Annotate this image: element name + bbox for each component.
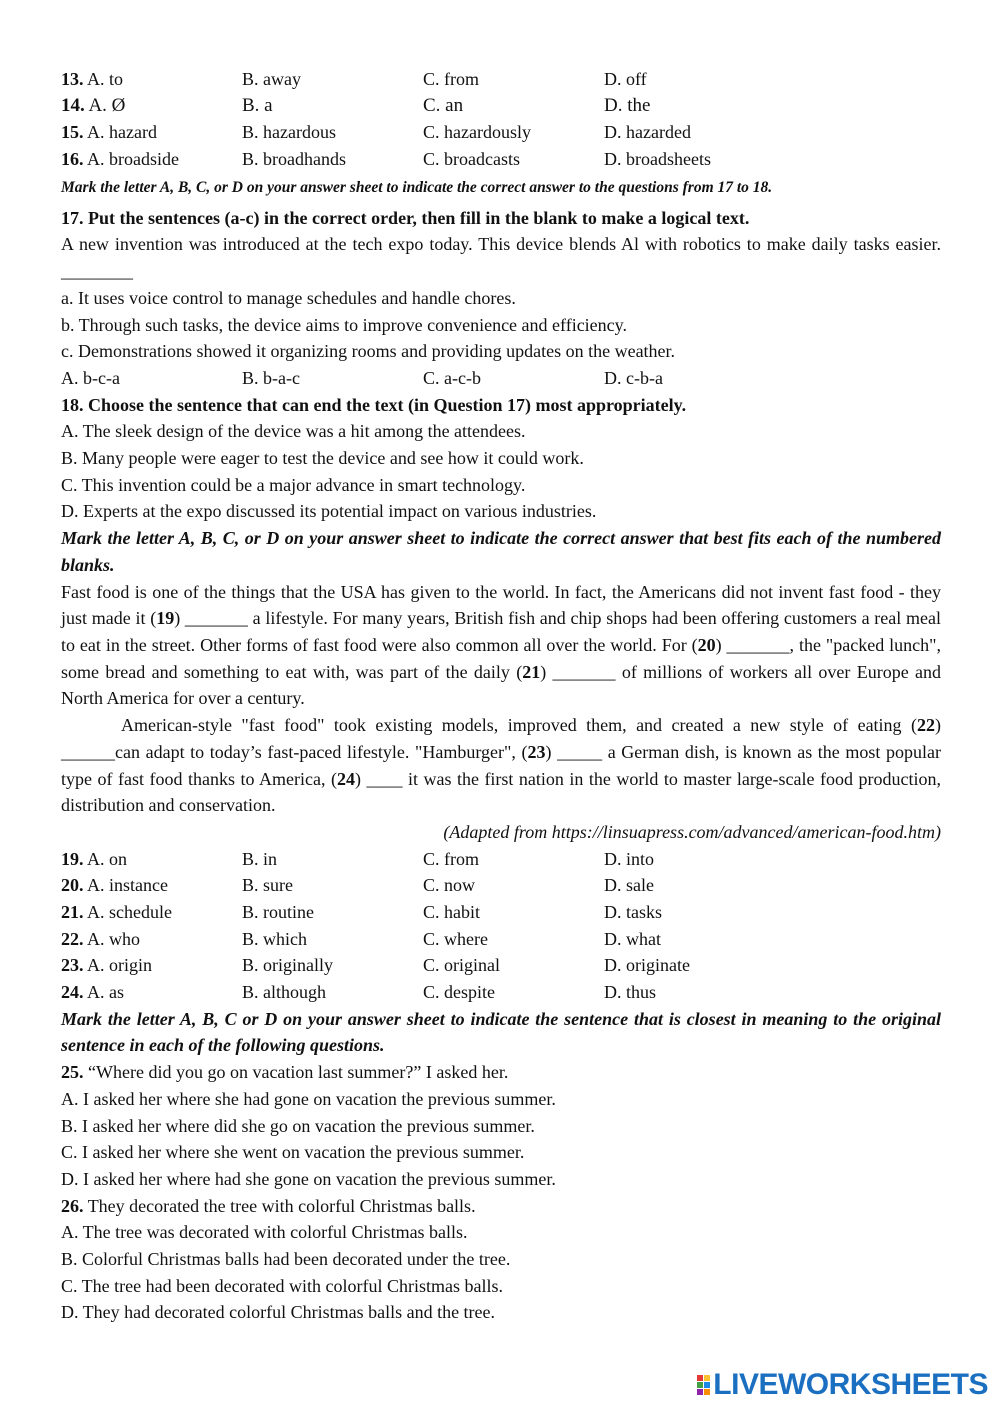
worksheet-page [61, 66, 941, 1326]
option-c[interactable]: C. from [423, 69, 479, 89]
option-c[interactable]: C. now [423, 875, 476, 896]
option-a[interactable]: A. The sleek design of the device was a hit among the attendees. [61, 421, 526, 442]
passage-text: ) ____ it was the first nation in the world to master large-scale food production, distribution and conservation. [61, 768, 942, 816]
option-a[interactable]: A. b-c-a [61, 367, 120, 388]
question-row [61, 872, 941, 899]
question-26 [61, 1193, 941, 1220]
question-17-options [61, 365, 941, 392]
option-c[interactable]: C. broadcasts [423, 149, 520, 170]
option-c[interactable]: C. original [423, 955, 500, 976]
option-b[interactable]: B. hazardous [242, 122, 336, 143]
option-c[interactable]: C. hazardously [423, 122, 531, 143]
option-c[interactable]: C. The tree had been decorated with colorful Christmas balls. [61, 1275, 504, 1296]
liveworksheets-logo[interactable] [697, 1368, 988, 1402]
option-c[interactable]: C. where [423, 928, 488, 949]
question-number: 22. [61, 928, 84, 949]
option-a[interactable]: A. instance [87, 875, 168, 896]
option-d[interactable]: D. I asked her where had she gone on vacation the previous summer. [61, 1168, 556, 1189]
option-d[interactable]: D. Experts at the expo discussed its potential impact on various industries. [61, 501, 597, 522]
option-d[interactable]: D. originate [604, 955, 690, 976]
option-a[interactable]: A. on [87, 848, 128, 869]
question-number: 21. [61, 901, 84, 922]
option-d[interactable]: D. tasks [604, 901, 662, 922]
passage-text: Fast food is one of the things that the USA has given to the world. In fact, the Americans did not invent fast food - they just made it ( [61, 581, 941, 629]
option-a[interactable]: A. schedule [87, 901, 172, 922]
sentence-a: a. It uses voice control to manage schedules and handle chores. [61, 287, 516, 308]
option-c[interactable]: C. I asked her where she went on vacation the previous summer. [61, 1142, 525, 1163]
question-number: 26. [61, 1195, 84, 1216]
option-b[interactable]: B. which [242, 928, 307, 949]
sentence-b: b. Through such tasks, the device aims to improve convenience and efficiency. [61, 314, 627, 335]
question-row [61, 979, 941, 1006]
question-17-text: A new invention was introduced at the tech expo today. This device blends Al with robotics to make daily tasks easier. ________ [61, 234, 941, 282]
question-17-heading: 17. Put the sentences (a-c) in the correct order, then fill in the blank to make a logical text. [61, 207, 750, 228]
options-19-24 [61, 846, 941, 1006]
passage-source: (Adapted from https://linsuapress.com/advanced/american-food.htm) [443, 821, 941, 842]
logo-tile [697, 1382, 703, 1388]
option-d[interactable]: D. c-b-a [604, 367, 663, 388]
question-row [61, 119, 941, 146]
logo-tile [704, 1382, 710, 1388]
option-c[interactable]: C. from [423, 848, 479, 869]
logo-tiles-icon [697, 1375, 710, 1395]
question-row [61, 93, 941, 120]
question-number: 15. [61, 122, 84, 143]
instruction-closest-meaning: Mark the letter A, B, C or D on your answer sheet to indicate the sentence that is closest in meaning to the original sentence in each of the following questions. [61, 1008, 941, 1056]
question-row [61, 952, 941, 979]
option-b[interactable]: B. originally [242, 955, 333, 976]
option-b[interactable]: B. Many people were eager to test the device and see how it could work. [61, 448, 584, 469]
blank-number: 20 [697, 634, 716, 655]
logo-tile [697, 1375, 703, 1381]
option-a[interactable]: A. who [87, 928, 141, 949]
question-number: 25. [61, 1062, 84, 1083]
question-number: 20. [61, 875, 84, 896]
option-b[interactable]: B. broadhands [242, 149, 346, 170]
blank-number: 22 [917, 715, 935, 736]
option-d[interactable]: D. thus [604, 982, 657, 1003]
option-b[interactable]: B. away [242, 69, 301, 89]
logo-tile [704, 1375, 710, 1381]
option-b[interactable]: B. Colorful Christmas balls had been decorated under the tree. [61, 1249, 511, 1270]
option-c[interactable]: C. This invention could be a major advance in smart technology. [61, 474, 526, 495]
passage-text: ) _______ of millions of workers all over Europe and North America for over a century. [61, 661, 942, 709]
instruction-17-18: Mark the letter A, B, C, or D on your answer sheet to indicate the correct answer to the questions from 17 to 18. [61, 178, 773, 196]
blank-number: 19 [156, 608, 175, 629]
option-d[interactable]: D. They had decorated colorful Christmas balls and the tree. [61, 1302, 496, 1323]
question-25 [61, 1059, 941, 1086]
option-b[interactable]: B. routine [242, 901, 314, 922]
instruction-blanks: Mark the letter A, B, C, or D on your answer sheet to indicate the correct answer that best fits each of the numbered blanks. [61, 528, 941, 575]
passage-text: ) _____ a German dish, is known as the most popular type of fast food thanks to America, ( [61, 741, 942, 789]
question-number: 19. [61, 848, 84, 869]
option-a[interactable]: A. hazard [87, 122, 157, 143]
logo-tile [697, 1389, 703, 1395]
blank-number: 21 [522, 661, 541, 682]
option-a[interactable]: A. as [87, 982, 125, 1003]
question-18-heading: 18. Choose the sentence that can end the text (in Question 17) most appropriately. [61, 394, 687, 415]
passage-text: American-style "fast food" took existing models, improved them, and created a new style of eating ( [121, 715, 917, 736]
passage-paragraph-2 [61, 712, 941, 819]
question-row [61, 66, 941, 93]
sentence-c: c. Demonstrations showed it organizing rooms and providing updates on the weather. [61, 341, 676, 362]
option-c[interactable]: C. despite [423, 982, 495, 1003]
option-a[interactable]: A. I asked her where she had gone on vacation the previous summer. [61, 1088, 556, 1109]
question-number: 23. [61, 955, 84, 976]
option-d[interactable]: D. sale [604, 875, 654, 896]
passage-text: ) ______can adapt to today’s fast-paced lifestyle. "Hamburger", ( [61, 715, 941, 762]
option-d[interactable]: D. the [604, 94, 651, 116]
option-a[interactable]: A. origin [87, 955, 153, 976]
question-number: 14. [61, 94, 85, 116]
option-d[interactable]: D. into [604, 848, 655, 869]
option-b[interactable]: B. I asked her where did she go on vacation the previous summer. [61, 1115, 535, 1136]
logo-tile [704, 1389, 710, 1395]
question-row [61, 846, 941, 873]
logo-text: LIVEWORKSHEETS [713, 1368, 988, 1401]
question-row [61, 926, 941, 953]
option-d[interactable]: D. broadsheets [604, 149, 711, 170]
option-b[interactable]: B. b-a-c [242, 367, 300, 388]
option-d[interactable]: D. off [604, 69, 647, 89]
question-row [61, 146, 941, 173]
option-b[interactable]: B. sure [242, 875, 293, 896]
question-number: 16. [61, 149, 84, 170]
option-c[interactable]: C. habit [423, 901, 480, 922]
passage-text: ) _______, the "packed lunch", some bread and something to eat with, was part of the daily ( [61, 634, 941, 682]
option-c[interactable]: C. an [423, 94, 464, 116]
passage-paragraph-1 [61, 579, 941, 713]
option-d[interactable]: D. hazarded [604, 122, 691, 143]
passage-text: ) _______ a lifestyle. For many years, British fish and chip shops had been offering customers a real meal to eat in the street. Other forms of fast food were also common all over the world. For ( [61, 608, 941, 655]
option-c[interactable]: C. a-c-b [423, 367, 481, 388]
option-a[interactable]: A. The tree was decorated with colorful Christmas balls. [61, 1222, 468, 1243]
options-13-16 [61, 66, 941, 173]
question-number: 13. [61, 69, 84, 89]
option-a[interactable]: A. Ø [88, 94, 126, 116]
question-text: “Where did you go on vacation last summer?” I asked her. [88, 1062, 509, 1083]
option-a[interactable]: A. to [87, 69, 124, 89]
option-d[interactable]: D. what [604, 928, 661, 949]
question-text: They decorated the tree with colorful Christmas balls. [87, 1195, 476, 1216]
question-row [61, 899, 941, 926]
question-number: 24. [61, 982, 84, 1003]
option-a[interactable]: A. broadside [87, 149, 179, 170]
option-b[interactable]: B. although [242, 982, 326, 1003]
option-b[interactable]: B. in [242, 848, 278, 869]
blank-number: 23 [527, 741, 546, 762]
blank-number: 24 [336, 768, 355, 789]
option-b[interactable]: B. a [242, 94, 273, 116]
